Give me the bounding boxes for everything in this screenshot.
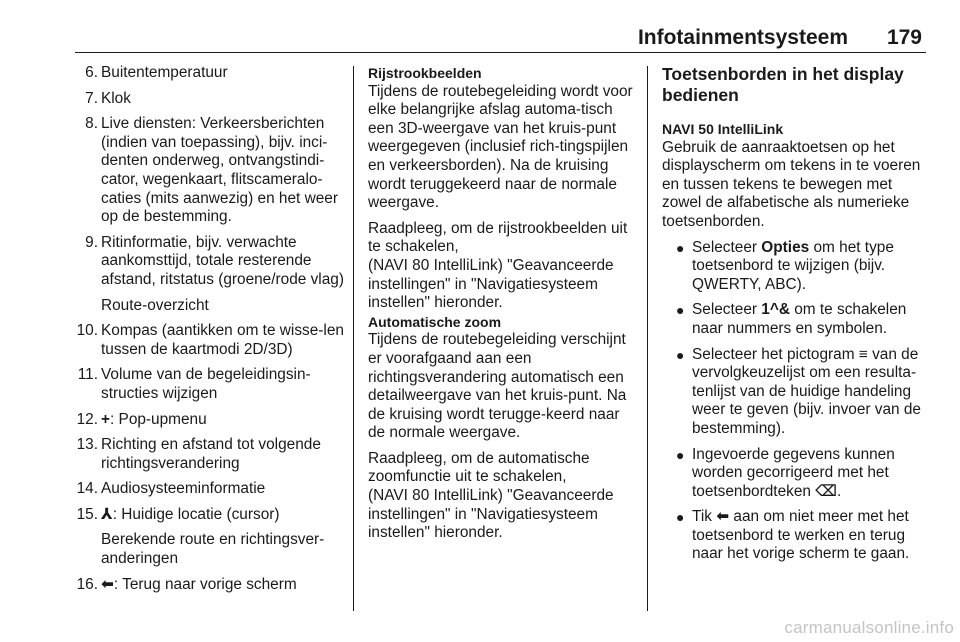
bullet-text: van de vervolgkeuzelijst om een resulta-tenlijst van de huidige handeling weer te geven (bijv. invoer van de bestemming). (692, 345, 921, 437)
list-subitem: Berekende route en richtingsver-anderingen (101, 531, 325, 568)
subheading: NAVI 50 IntelliLink (662, 121, 784, 137)
page-title: Infotainmentsysteem (637, 26, 848, 49)
item-number: 11. (77, 366, 98, 384)
bullet-bold: Opties (761, 238, 810, 256)
item-text: Kompas (aantikken om te wisse-len tussen de kaartmodi 2D/3D) (101, 322, 344, 358)
paragraph: (NAVI 80 IntelliLink) "Geavanceerde instellingen" in "Navigatiesysteem instellen" hieronder. (368, 487, 614, 542)
item-number: 6. (85, 64, 98, 81)
bullet-item (662, 301, 930, 338)
page-number: 179 (886, 26, 922, 49)
paragraph: Tijdens de routebegeleiding wordt voor elke belangrijke afslag automa-tisch een 3D-weergave van het kruis-punt weergegeven (inclusief rich-tingspijlen en verkeersborden). Na de kruising wordt teruggekeerd naar de normale weergave. (368, 82, 633, 212)
watermark: carmanualsonline.info (784, 618, 954, 638)
item-text: : Terug naar vorige scherm (113, 575, 297, 593)
section-heading-zoom: Automatische zoom (368, 313, 502, 330)
list-subitem: Route-overzicht (101, 296, 209, 314)
bullet-dot: ● (676, 509, 685, 526)
section-heading-rijstrook: Rijstrookbeelden (368, 65, 482, 81)
bullet-text: om te schakelen naar nummers en symbolen. (692, 301, 907, 337)
back-arrow-icon: ⬅ (716, 508, 730, 526)
list-item (70, 411, 348, 430)
bullet-bold: 1^& (761, 301, 790, 319)
list-item (70, 436, 348, 473)
list-item (70, 64, 348, 83)
list-icon: ≡ (858, 345, 868, 363)
list-item (70, 576, 348, 595)
paragraph: (NAVI 80 IntelliLink) "Geavanceerde instellingen" in "Navigatiesysteem instellen" hieronder. (368, 256, 614, 312)
list-item (70, 366, 348, 403)
column-divider-1 (353, 66, 354, 611)
plus-icon: + (101, 410, 110, 428)
list-item (70, 480, 348, 499)
backspace-icon: ⌫ (815, 482, 837, 500)
bullet-text: . (836, 482, 842, 500)
item-number: 7. (85, 89, 98, 107)
item-text: : Pop-upmenu (110, 410, 207, 428)
item-number: 15. (76, 505, 98, 523)
item-text: Buitentemperatuur (101, 64, 228, 81)
bullet-text: Selecteer (692, 301, 762, 319)
paragraph: Tijdens de routebegeleiding verschijnt er voorafgaand aan een richtingsverandering automatisch een detailweergave van het kruis-punt. Na de kruising wordt terugge-keerd naar de normale weergave. (368, 331, 627, 442)
bullet-text: aan om niet meer met het toetsenbord te werken en terug naar het vorige scherm te gaan. (692, 508, 910, 563)
item-number: 14. (76, 480, 98, 498)
list-item (70, 322, 348, 359)
bullet-item (662, 446, 930, 502)
item-text: Ritinformatie, bijv. verwachte aankomsttijd, totale resterende afstand, ritstatus (groene/rode vlag) (101, 233, 344, 288)
bullet-text: Selecteer het pictogram (692, 345, 859, 363)
bullet-dot: ● (676, 446, 685, 463)
bullet-dot: ● (676, 346, 685, 363)
item-text: : Huidige locatie (cursor) (112, 505, 280, 523)
item-number: 13. (76, 436, 98, 454)
list-item (70, 90, 348, 109)
item-number: 10. (76, 322, 98, 340)
list-item (70, 115, 348, 227)
bullet-text: Tik (692, 508, 717, 526)
bullet-item (662, 239, 930, 295)
item-text: Klok (101, 89, 131, 107)
bullet-text: Ingevoerde gegevens kunnen worden gecorrigeerd met het toetsenbordteken (692, 445, 895, 500)
location-cursor-icon: ⅄ (101, 505, 113, 523)
paragraph: Raadpleeg, om de automatische zoomfunctie uit te schakelen, (368, 449, 590, 486)
right-column (662, 64, 930, 564)
item-number: 12. (76, 410, 98, 428)
list-item (70, 234, 348, 290)
column-divider-2 (647, 66, 648, 611)
item-number: 8. (85, 115, 98, 133)
header-divider (75, 52, 926, 53)
paragraph: Raadpleeg, om de rijstrookbeelden uit te schakelen, (368, 219, 628, 256)
list-item (70, 506, 348, 525)
item-number: 9. (85, 233, 98, 251)
bullet-item (662, 508, 930, 564)
section-heading-toetsenborden: Toetsenborden in het display bedienen (662, 64, 904, 105)
item-text: Richting en afstand tot volgende richtingsverandering (101, 436, 321, 472)
bullet-dot: ● (676, 302, 685, 319)
bullet-item (662, 346, 930, 439)
middle-column (368, 64, 640, 543)
item-text: Volume van de begeleidingsin-structies wijzigen (101, 366, 311, 402)
page-header (0, 0, 960, 52)
item-text: Audiosysteeminformatie (101, 480, 266, 498)
item-number: 16. (76, 575, 98, 593)
paragraph: Gebruik de aanraaktoetsen op het displayscherm om tekens in te voeren en tussen tekens te bewegen met zowel de alfabetische als numerieke toetsenborden. (662, 138, 921, 230)
bullet-dot: ● (676, 239, 685, 256)
back-arrow-icon: ⬅ (101, 575, 114, 593)
bullet-text: Selecteer (692, 238, 762, 256)
bullet-text: om het type toetsenbord te wijzigen (bijv. QWERTY, ABC). (692, 238, 894, 293)
item-text: Live diensten: Verkeersberichten (indien van toepassing), bijv. inci-denten onderweg, ontvangstindi-cator, wegenkaart, flitscameralo-caties (mits aanwezig) en het weer op de bestemming. (101, 115, 338, 226)
left-column (70, 64, 348, 594)
